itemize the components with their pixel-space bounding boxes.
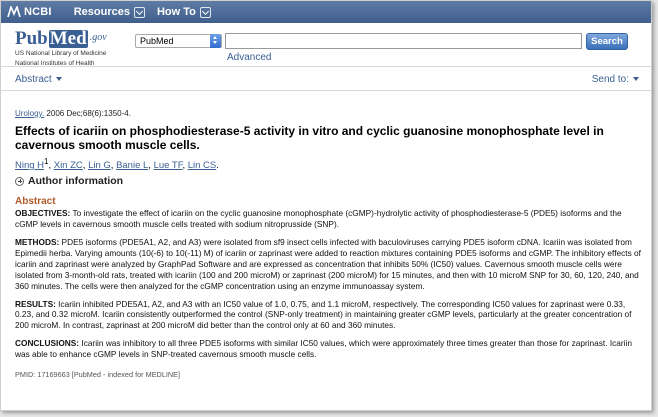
display-options-bar <box>1 67 651 91</box>
abstract-methods <box>15 237 643 292</box>
pubmed-logo[interactable] <box>15 29 107 67</box>
send-to-label: Send to: <box>591 74 629 85</box>
logo-gov: .gov <box>89 32 107 43</box>
select-arrows-icon <box>210 34 221 48</box>
search-header <box>1 23 651 67</box>
author-link[interactable]: Xin ZC <box>53 160 83 172</box>
logo-med: Med <box>49 28 87 49</box>
logo-subtitle-2: National Institutes of Health <box>15 59 95 67</box>
chevron-down-icon <box>200 7 211 18</box>
journal-link[interactable]: Urology. <box>15 109 45 118</box>
author-information-label: Author information <box>28 175 124 188</box>
section-text: To investigate the effect of icariin on the cyclic guanosine monophosphate (cGMP)-hydrolytic activity of phosphodiesterase-5 (PDE5) isoforms and the cGMP levels in cavernous smooth muscle cells treated with sodium nitroprusside (SNP). <box>15 208 622 230</box>
abstract-results <box>15 299 643 332</box>
resources-menu[interactable] <box>74 6 145 18</box>
author-link[interactable]: Lue TF <box>153 160 183 172</box>
ncbi-top-bar <box>1 1 651 23</box>
search-input[interactable] <box>225 33 582 49</box>
howto-menu[interactable] <box>157 6 211 18</box>
author-link[interactable]: Ning H <box>15 160 45 172</box>
author-affiliation-sup: 1 <box>44 157 49 166</box>
dropdown-arrow-icon <box>56 77 62 81</box>
author-list: Ning $H^1$, Xin ZC, Lin G, Banie L, Lue TF, Lin CS. <box>15 157 219 172</box>
author-information-toggle[interactable] <box>15 175 643 187</box>
logo-pub: Pub <box>15 28 48 49</box>
abstract-objectives <box>15 208 643 230</box>
dropdown-arrow-icon <box>633 77 639 81</box>
howto-label: How To <box>156 6 196 18</box>
section-text: Icariin inhibited PDE5A1, A2, and A3 with an IC50 value of 1.0, 0.75, and 1.1 microM, respectively. The corresponding IC50 values for zaprinast were 0.33, 0.23, and 0.32 microM. Icariin consistently outperformed the control (SNP-only treatment) in maintaining greater cGMP levels, particularly at the greater concentration of 200 microM. In contrast, zaprinast at 200 microM did better than the control only at 60 and 360 minutes. <box>15 298 632 331</box>
chevron-down-icon <box>134 7 145 18</box>
abstract-heading: Abstract <box>15 196 56 208</box>
author-link[interactable]: Lin CS <box>187 160 217 172</box>
resources-label: Resources <box>73 6 130 18</box>
article-content <box>15 109 643 379</box>
section-label: METHODS: <box>15 236 60 247</box>
ncbi-logo-icon <box>7 6 21 18</box>
section-label: CONCLUSIONS: <box>15 338 80 349</box>
section-label: OBJECTIVES: <box>15 208 71 219</box>
format-label: Abstract <box>15 74 52 85</box>
abstract-conclusions <box>15 338 643 360</box>
database-select[interactable] <box>135 34 222 48</box>
pmid-line: PMID: 17169663 [PubMed - indexed for MEDLINE] <box>15 370 181 380</box>
format-menu[interactable] <box>15 74 62 85</box>
search-button[interactable]: Search <box>586 33 628 50</box>
citation <box>15 109 643 118</box>
section-label: RESULTS: <box>15 298 56 309</box>
author-link[interactable]: Lin G <box>88 160 111 172</box>
section-text: PDE5 isoforms (PDE5A1, A2, and A3) were isolated from sf9 insect cells infected with baculoviruses carrying PDE5 isoform cDNA. Icariin was isolated from Epimedii herba. Varying amounts (10(-6) to 10(-11) M) of icariin or zaprinast were added to reaction mixtures containing PDE5 isoforms and cGMP. The inhibitory effects of icariin and zaprinast were analyzed by GraphPad Software and are expressed as concentration that inhibits 50% (IC50) values. Cavernous smooth muscle cells were isolated from 3-month-old rats, treated with icariin (100 and 200 microM) or zaprinast (200 microM) for 15 minutes, and then with 10 microM SNP for 30, 60, 120, 240, and 360 minutes. The cells were then analyzed for the cGMP concentration using an enzyme immunoassay system. <box>15 236 641 291</box>
article-title: Effects of icariin on phosphodiesterase-5 activity in vitro and cyclic guanosine monophosphate level in cavernous smooth muscle cells. <box>15 124 604 152</box>
section-text: Icariin was inhibitory to all three PDE5 isoforms with similar IC50 values, which were approximately three times greater than those for zaprinast. Icariin was able to enhance cGMP levels in SNP-treated cavernous smooth muscle cells. <box>15 338 632 360</box>
author-link[interactable]: Banie L <box>116 160 149 172</box>
citation-details: 2006 Dec;68(6):1350-4. <box>44 109 131 118</box>
advanced-search-link[interactable]: Advanced <box>227 52 272 63</box>
database-select-value: PubMed <box>140 36 174 46</box>
send-to-menu[interactable] <box>592 74 639 85</box>
ncbi-logo-text: NCBI <box>24 6 52 18</box>
ncbi-logo[interactable] <box>7 6 52 18</box>
expand-plus-icon <box>15 177 24 186</box>
logo-subtitle-1: US National Library of Medicine <box>15 50 107 57</box>
